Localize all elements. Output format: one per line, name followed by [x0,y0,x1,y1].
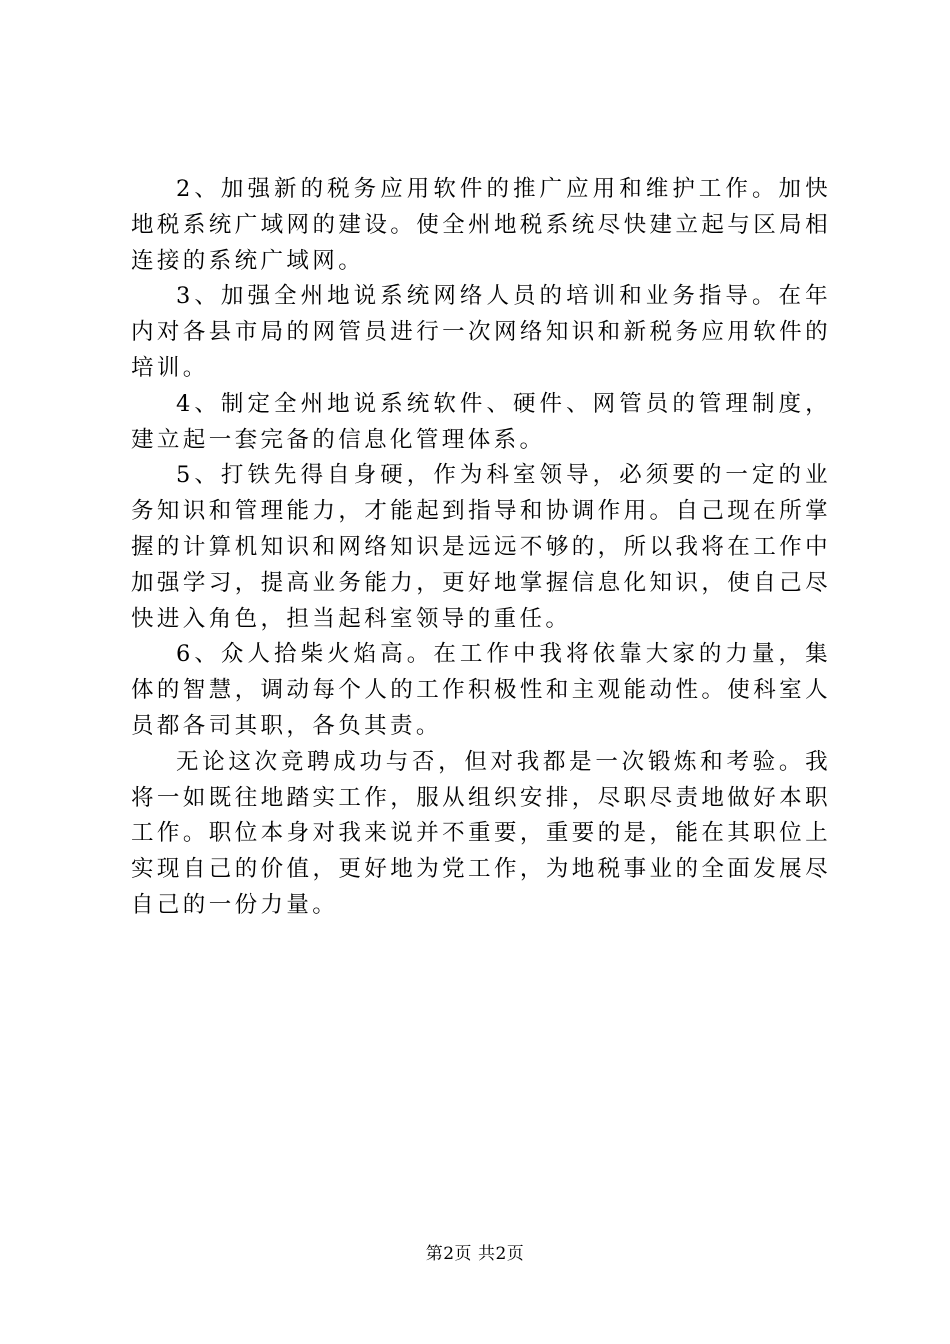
paragraph-item-2: 2、加强新的税务应用软件的推广应用和维护工作。加快地税系统广域网的建设。使全州地税系统尽快建立起与区局相连接的系统广域网。 [131,176,831,274]
paragraph-item-6: 6、众人拾柴火焰高。在工作中我将依靠大家的力量，集体的智慧，调动每个人的工作积极性和主观能动性。使科室人员都各司其职，各负其责。 [131,641,831,739]
document-body [131,172,831,924]
page-footer [0,1242,950,1266]
paragraph-item-5: 5、打铁先得自身硬，作为科室领导，必须要的一定的业务知识和管理能力，才能起到指导和协调作用。自己现在所掌握的计算机知识和网络知识是远远不够的，所以我将在工作中加强学习，提高业务能力，更好地掌握信息化知识，使自己尽快进入角色，担当起科室领导的重任。 [131,462,831,632]
paragraph-item-3: 3、加强全州地说系统网络人员的培训和业务指导。在年内对各县市局的网管员进行一次网络知识和新税务应用软件的培训。 [131,283,831,381]
page-number-label: 第2页 共2页 [425,1244,525,1264]
paragraph-item-4: 4、制定全州地说系统软件、硬件、网管员的管理制度，建立起一套完备的信息化管理体系。 [131,390,831,453]
closing-paragraph: 无论这次竞聘成功与否，但对我都是一次锻炼和考验。我将一如既往地踏实工作，服从组织安排，尽职尽责地做好本职工作。职位本身对我来说并不重要，重要的是，能在其职位上实现自己的价值，更好地为党工作，为地税事业的全面发展尽自己的一份力量。 [131,748,831,918]
